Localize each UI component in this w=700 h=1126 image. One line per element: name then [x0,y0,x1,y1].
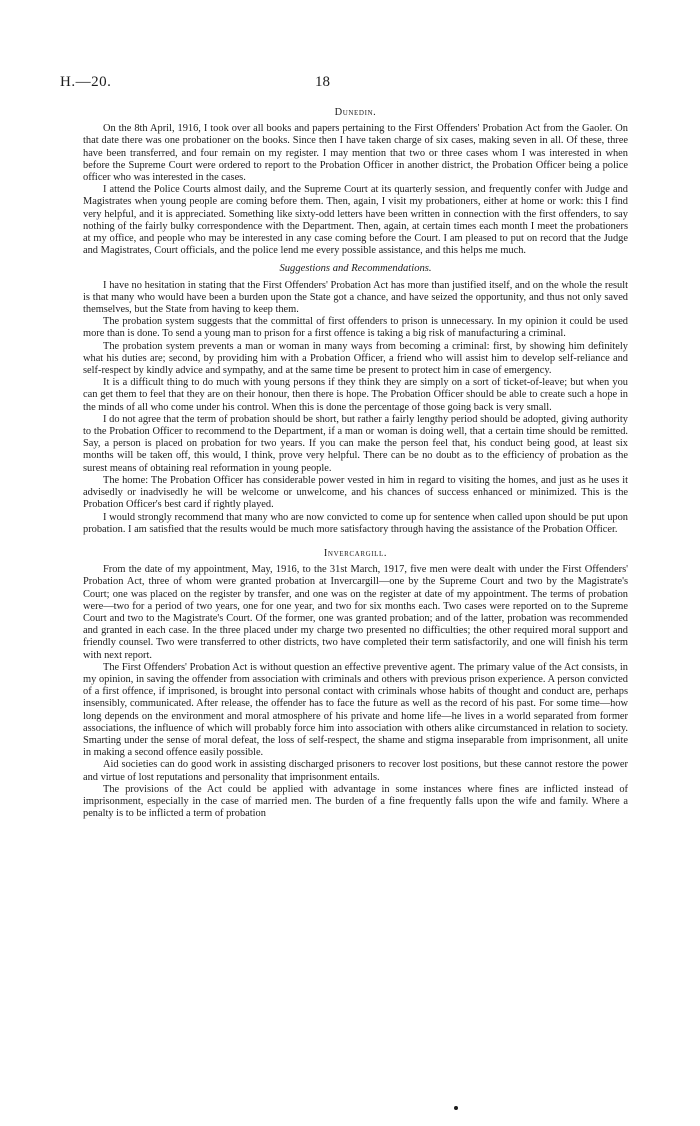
paragraph: I have no hesitation in stating that the First Offenders' Probation Act has more than justified itself, and on the whole the result is that many who would have been a burden upon the State got a chance, and have seized the opportunity, and thus not only saved themselves, but the State from having to keep them. [83,279,628,316]
section-heading-dunedin: Dunedin. [334,107,377,118]
section-heading-invercargill: Invercargill. [323,547,388,559]
paragraph: The probation system prevents a man or woman in many ways from becoming a criminal: first, by showing him definitely what his duties are; second, by providing him with a Probation Officer, a friend who will assist him to develop self-reliance and self-respect by kindly advice and sympathy, and at the same time be present to protect him in case of emergency. [83,340,628,377]
paragraph: I do not agree that the term of probation should be short, but rather a fairly lengthy period should be adopted, giving authority to the Probation Officer to recommend to the Department, if a man or woman is doing well, that a certain time should be remitted. Say, a person is placed on probation for two years. If you can make the person feel that, his conduct being good, at least six months will be taken off, this would, I think, prove very helpful. There can be no doubt as to the efficiency of probation as the surest means of obtaining real reformation in young people. [83,413,628,474]
page-body [83,104,628,820]
paragraph: On the 8th April, 1916, I took over all books and papers pertaining to the First Offenders' Probation Act from the Gaoler. On that date there was one probationer on the books. Since then I have taken charge of six cases, making seven in all. Of these, three have been transferred, and four remain on my register. I may mention that two or three cases whom I was interested in when before the Supreme Court were ordered to report to the Probation Officer in another district, the Probation Officer being a police officer who was interested in the cases. [83,123,628,184]
paragraph: The provisions of the Act could be applied with advantage in some instances where fines are inflicted instead of imprisonment, especially in the case of married men. The burden of a fine frequently falls upon the wife and family. Where a penalty is to be inflicted a term of probation [83,783,628,820]
paragraph: It is a difficult thing to do much with young persons if they think they are simply on a sort of ticket-of-leave; but when you can get them to feel that they are on their honour, then there is hope. The Probation Officer should be able to create such a hope in the minds of all who come under his control. When this is done the percentage of those going back is very small. [83,377,628,413]
section-heading-suggestions: Suggestions and Recommendations. [279,263,432,275]
paragraph: The First Offenders' Probation Act is without question an effective preventive agent. The primary value of the Act consists, in my opinion, in saving the offender from association with criminals and others with previous prison experience. A person convicted of a first offence, if imprisoned, is brought into personal contact with criminals whose habits of thought and conduct are, perhaps insensibly, communicated. After release, the offender has to face the future as well as the record of his past. For some time—how long depends on the environment and moral atmosphere of his private and home life—he lives in a world separated from former associations, the influence of which will probably force him into association with others alike circumstanced in relation to society. Smarting under the sense of moral defeat, the loss of self-respect, the shame and stigma inseparable from imprisonment, all unite in making a second offence easily possible. [83,661,628,759]
paragraph: The probation system suggests that the committal of first offenders to prison is unnecessary. In my opinion it could be used more than is done. To send a young man to prison for a first offence is taking a big risk of manufacturing a criminal. [83,316,628,340]
paragraph: I attend the Police Courts almost daily, and the Supreme Court at its quarterly session, and frequently confer with Judge and Magistrates when young people are coming before them. Then, again, I visit my probationers, either at home or work: this I find very helpful, and it is appreciated. Something like sixty-odd letters have been written in connection with the first offenders, to say nothing of the fairly bulky correspondence with the Department. Then, again, at certain times each month I meet the probationers at my office, and people who may be interested in any case coming before the Court. I am pleased to put on record that the Judge and Magistrates, Court officials, and the police lend me every possible assistance, and this helps me much. [83,184,628,257]
paragraph: I would strongly recommend that many who are now convicted to come up for sentence when called upon should be put upon probation. I am satisfied that the results would be much more satisfactory through having the assistance of the Probation Officer. [83,511,628,535]
paragraph: The home: The Probation Officer has considerable power vested in him in regard to visiting the homes, and just as he uses it advisedly or inadvisedly he will be welcome or unwelcome, and his chances of success enhanced or minimized. This is the Probation Officer's best card if rightly played. [83,474,628,511]
page-header [60,74,630,94]
page-end-mark [454,1106,458,1110]
document-reference: H.—20. [60,74,112,90]
section-spacer [83,536,628,545]
paragraph: From the date of my appointment, May, 1916, to the 31st March, 1917, five men were dealt with under the First Offenders' Probation Act, three of whom were granted probation at Invercargill—one by the Supreme Court and two by the Magistrate's Court; one was placed on the register by transfer, and one was on the register at date of my appointment. The terms of probation were—two for a period of two years, one for one year, and two for six months each. Two cases were reported on to the Supreme Court and two to the Magistrate's Court. Of the former, one was granted probation; and of the latter, probation was recommended and granted in each case. In the three placed under my charge two presented no difficulties; the other required moral support and friendly counsel. Two were transferred to other districts, two have completed their term satisfactorily, and one will finish his term with next report. [83,564,628,661]
paragraph: Aid societies can do good work in assisting discharged prisoners to recover lost positions, but these cannot restore the power and virtue of lost reputations and personality that imprisonment entails. [83,759,628,783]
page-number: 18 [315,74,330,90]
